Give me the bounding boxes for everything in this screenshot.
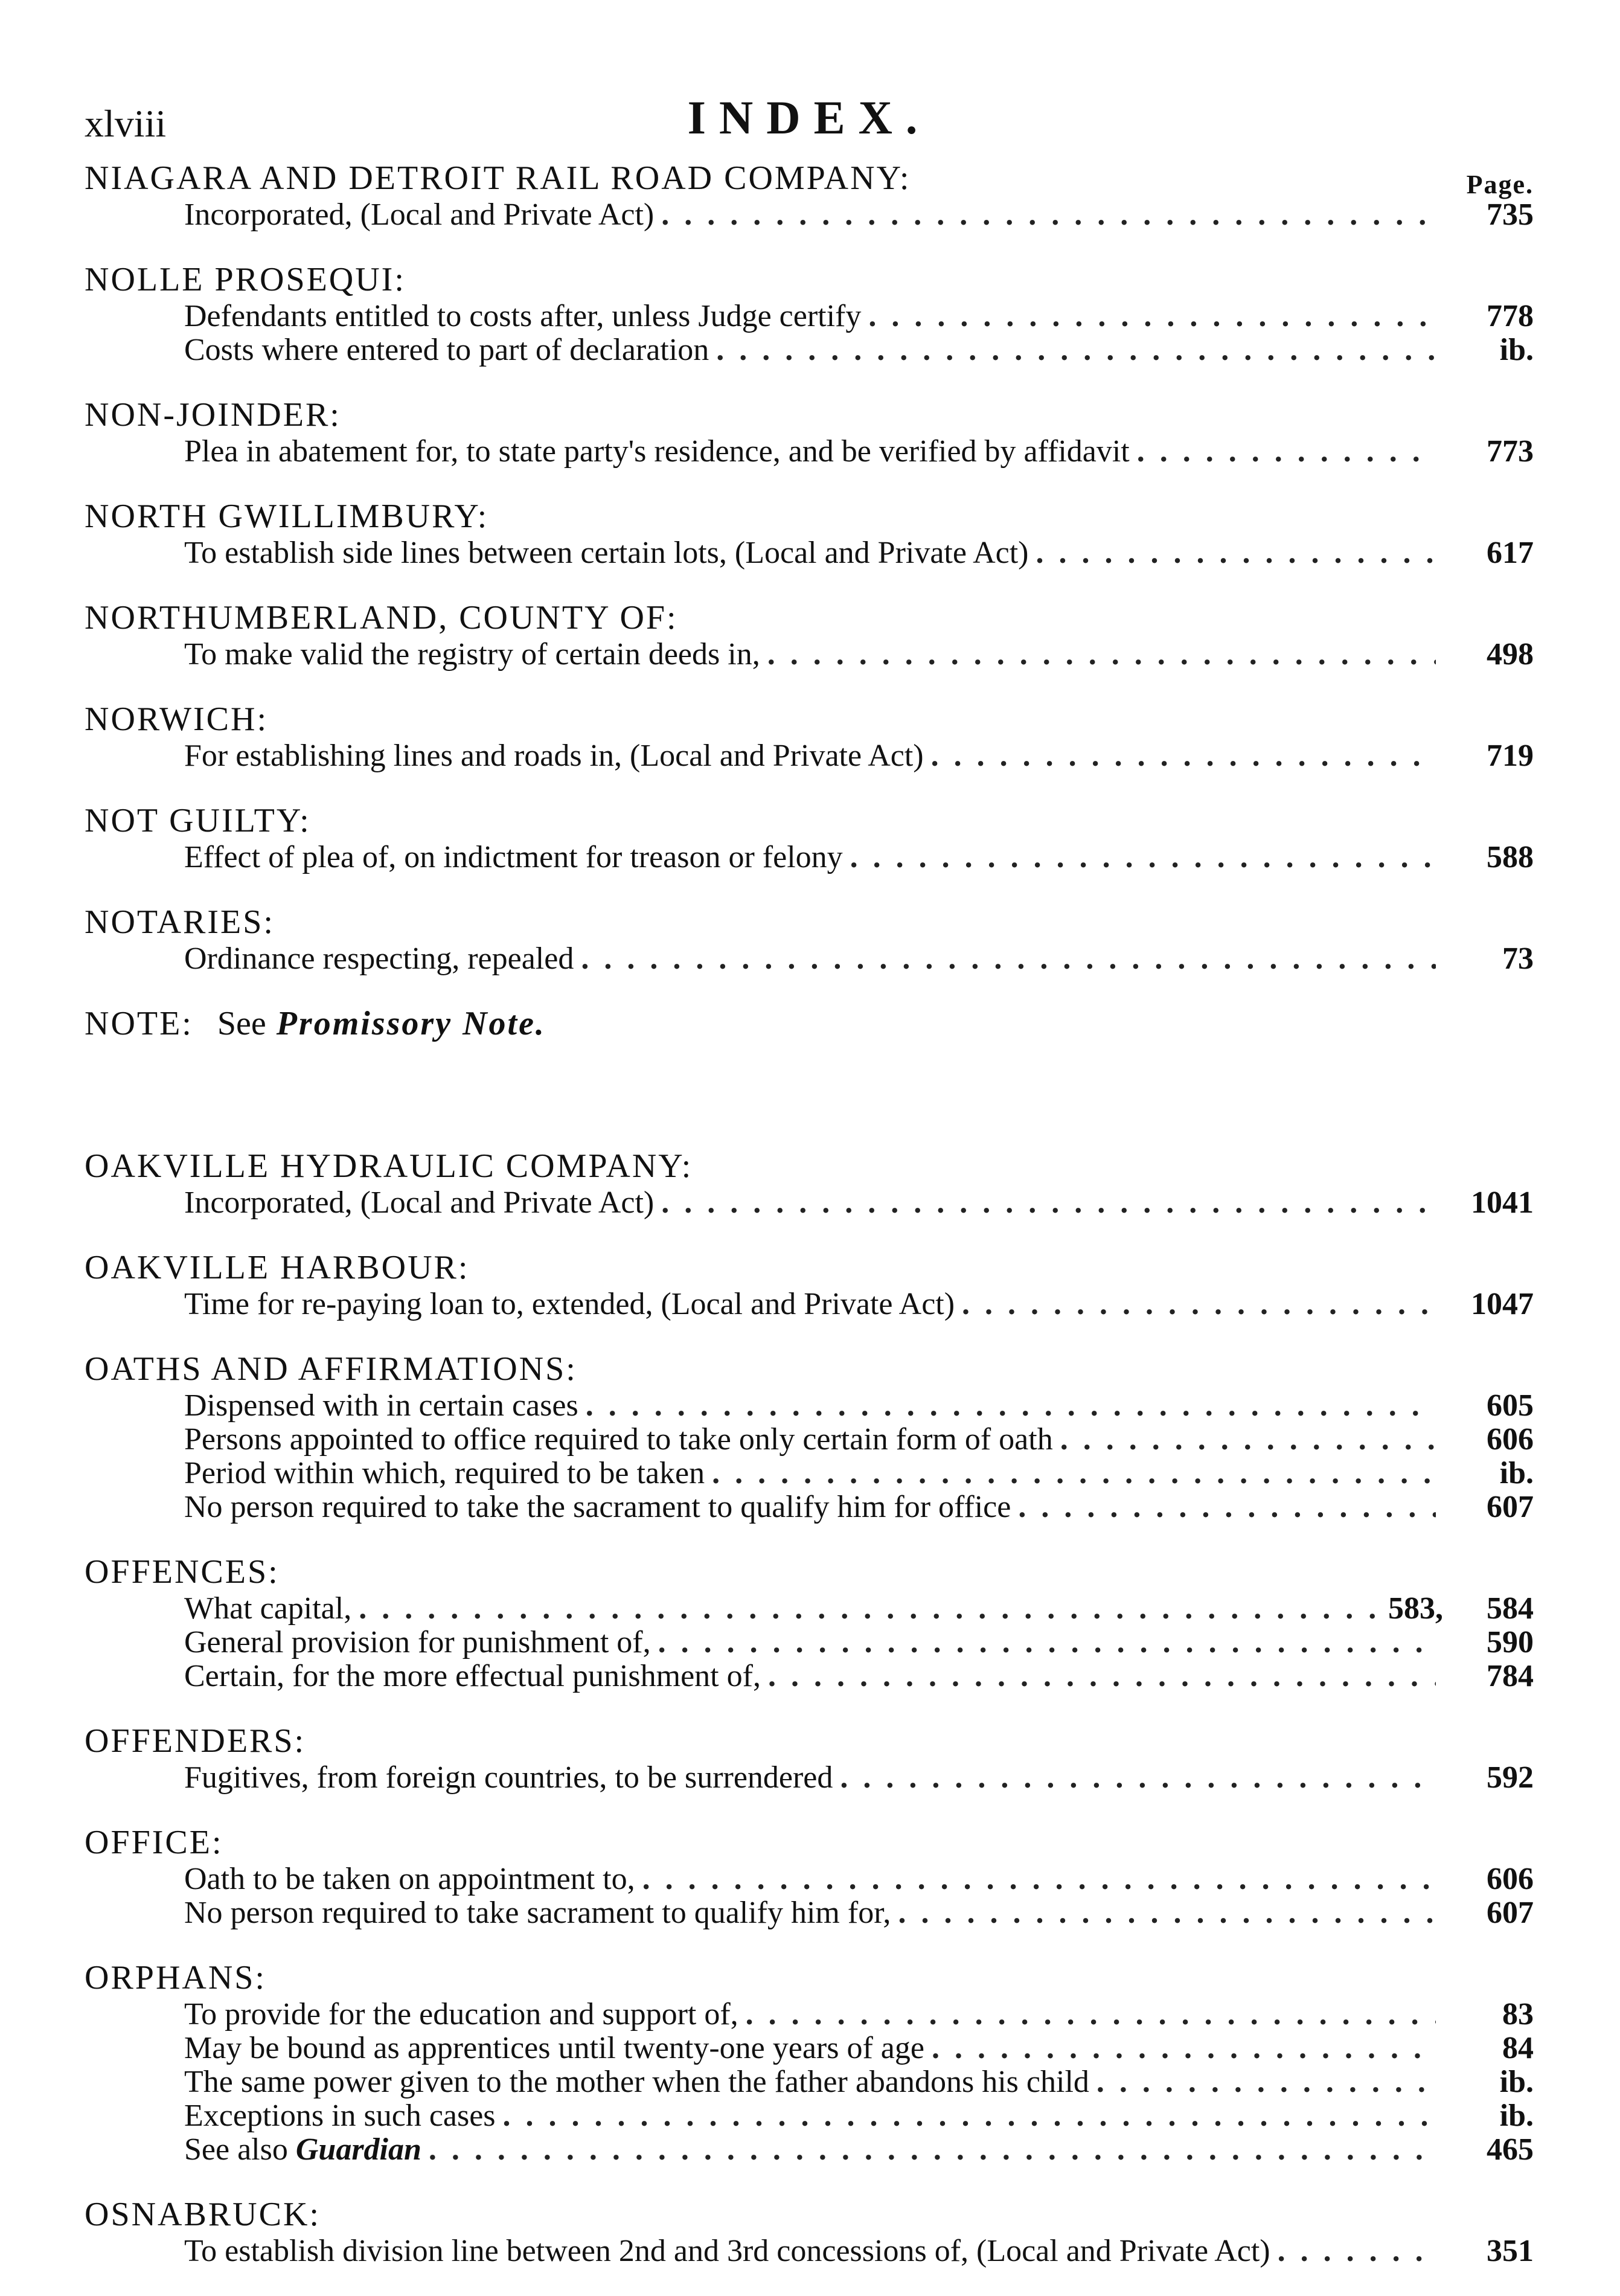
entry-item [85,2031,1534,2065]
entry-heading [85,1349,1534,1389]
entry-page-number: 607 [1487,1896,1534,1930]
entry-heading [85,1146,1534,1186]
index-entry [85,1349,1534,1524]
entry-page-extra: 583, [1388,1591,1443,1626]
index-entry [85,2195,1534,2268]
dot-leader [712,1457,1436,1490]
entry-item-text [184,2099,496,2133]
index-entry [85,496,1534,570]
entry-item [85,1626,1534,1659]
entry-item [85,435,1534,469]
entry-heading-text: NON-JOINDER: [85,396,341,434]
dot-leader [661,1186,1436,1220]
entry-page-number: 592 [1487,1760,1534,1795]
index-entry [85,260,1534,367]
index-entry [85,158,1534,232]
entry-item-text [184,1626,651,1659]
entry-item-label: To establish division line between 2nd and 3rd concessions of, (Local and Private Act) [184,2234,1270,2268]
entry-heading [85,395,1534,435]
entry-item-label: May be bound as apprentices until twenty-one years of age [184,2031,924,2065]
entry-item [85,638,1534,672]
entry-heading [85,801,1534,841]
entry-item [85,536,1534,570]
entry-heading-text: ORPHANS: [85,1959,266,1996]
entry-heading [85,699,1534,739]
entry-page-number: 778 [1487,299,1534,333]
entry-item [85,2065,1534,2099]
entry-page-number: ib. [1499,2065,1534,2099]
entry-heading [85,260,1534,300]
entry-heading-text: NOTARIES: [85,903,275,941]
entry-heading-text: NIAGARA AND DETROIT RAIL ROAD COMPANY: [85,159,911,197]
entry-heading [85,2195,1534,2234]
entry-heading-text: OFFENDERS: [85,1722,306,1760]
dot-leader [932,2031,1436,2065]
dot-leader [1097,2065,1436,2099]
dot-leader [850,841,1436,874]
entry-item-label: Fugitives, from foreign countries, to be surrendered [184,1760,833,1795]
see-reference: Guardian [295,2132,421,2167]
entry-page-number: 498 [1487,637,1534,672]
entry-item-text [184,1896,891,1930]
entry-heading [85,1248,1534,1287]
entry-heading-text: NORWICH: [85,701,268,738]
index-entry [85,1248,1534,1321]
entry-item [85,2099,1534,2133]
entry-item [85,198,1534,232]
entry-item [85,300,1534,333]
entry-item-label: Exceptions in such cases [184,2099,496,2133]
entry-page-number: 588 [1487,840,1534,874]
entry-item-label: Certain, for the more effectual punishment of, [184,1659,761,1693]
entry-item-text [184,198,654,232]
entry-item-label: Incorporated, (Local and Private Act) [184,1185,655,1220]
entry-item-label: Costs where entered to part of declaration [184,333,709,367]
index-entry [85,699,1534,773]
entry-page-number: ib. [1499,2099,1534,2133]
entry-heading-text: NOT GUILTY: [85,802,311,839]
entry-item-label: Period within which, required to be taken [184,1456,705,1490]
entry-page-number: 73 [1502,941,1534,976]
entry-item [85,1998,1534,2031]
entry-item-text [184,739,924,773]
entry-item [85,1896,1534,1930]
entry-item [85,1186,1534,1220]
entry-item [85,1490,1534,1524]
entry-item-text [184,1287,955,1321]
entry-item [85,1423,1534,1457]
entry-page-number: 590 [1487,1625,1534,1659]
dot-leader [868,300,1436,333]
entry-item-text [184,1761,833,1795]
entry-item [85,1389,1534,1423]
index-entry [85,598,1534,672]
entry-item-text [184,2234,1270,2268]
index-entry [85,1823,1534,1930]
index-entries [85,158,1534,2268]
entry-item-label: General provision for punishment of, [184,1625,651,1659]
dot-leader [586,1389,1436,1423]
entry-item-text [184,1457,705,1490]
entry-heading-text: OAKVILLE HARBOUR: [85,1249,470,1286]
entry-heading-text: OFFENCES: [85,1553,280,1591]
entry-heading-text: OAKVILLE HYDRAULIC COMPANY: [85,1147,693,1185]
entry-item-label: The same power given to the mother when the father abandons his child [184,2065,1089,2099]
folio: xlviii [85,102,167,145]
entry-item-label: Persons appointed to office required to take only certain form of oath [184,1422,1053,1457]
entry-item-label: Dispensed with in certain cases [184,1388,578,1423]
entry-item-label: Plea in abatement for, to state party's residence, and be verified by affidavit [184,434,1130,469]
page-column-label: Page. [1466,170,1534,199]
entry-item-text [184,1186,654,1220]
index-entry [85,1146,1534,1220]
index-entry [85,801,1534,874]
entry-page-number: 606 [1487,1422,1534,1457]
index-entry [85,395,1534,469]
entry-heading [85,158,1534,198]
entry-item-label: Incorporated, (Local and Private Act) [184,197,655,232]
entry-heading-text: NOLLE PROSEQUI: [85,261,406,298]
index-entry [85,1552,1534,1693]
entry-heading-text: OSNABRUCK: [85,2196,321,2233]
entry-heading [85,1552,1534,1592]
entry-page-number: 1041 [1471,1185,1534,1220]
entry-item-label: No person required to take the sacrament to qualify him for office [184,1490,1011,1524]
index-entry [85,1004,1534,1044]
index-entry [85,1958,1534,2167]
entry-heading-text: NOTE: [85,1005,193,1042]
entry-item-label: Time for re-paying loan to, extended, (Local and Private Act) [184,1287,955,1321]
dot-leader [931,739,1436,773]
entry-heading-text: NORTHUMBERLAND, COUNTY OF: [85,599,678,637]
dot-leader [768,1659,1436,1693]
dot-leader [359,1592,1381,1626]
entry-item-label: To provide for the education and support of, [184,1997,738,2031]
entry-heading [85,902,1534,942]
entry-item-text [184,942,574,976]
index-content [85,158,1534,2296]
entry-page-number: 1047 [1471,1287,1534,1321]
dot-leader [1018,1490,1436,1524]
dot-leader [658,1626,1436,1659]
dot-leader [1137,435,1436,469]
entry-item-label: See also [184,2132,288,2167]
dot-leader [429,2133,1436,2167]
entry-heading [85,1721,1534,1761]
entry-page-number: ib. [1499,1456,1534,1490]
entry-item [85,2133,1534,2167]
dot-leader [840,1761,1436,1795]
entry-page-number: 351 [1487,2234,1534,2268]
entry-item-label: Effect of plea of, on indictment for treason or felony [184,840,843,874]
entry-heading [85,1004,1534,1044]
dot-leader [1060,1423,1436,1457]
entry-page-number: 605 [1487,1388,1534,1423]
entry-item [85,841,1534,874]
entry-item-label: No person required to take sacrament to qualify him for, [184,1896,891,1930]
entry-item-text [184,1998,738,2031]
entry-item-text [184,2065,1089,2099]
index-entry [85,1721,1534,1795]
entry-item [85,942,1534,976]
entry-page-number: 719 [1487,739,1534,773]
entry-item-text [184,536,1029,570]
index-entry [85,902,1534,976]
dot-leader [503,2099,1436,2133]
entry-item-text [184,1862,635,1896]
entry-page-number: 465 [1487,2132,1534,2167]
entry-heading [85,1958,1534,1998]
dot-leader [581,942,1436,976]
entry-item-text [184,435,1130,469]
entry-item [85,1592,1534,1626]
entry-page-number: 606 [1487,1862,1534,1896]
entry-item-text [184,841,843,874]
entry-page-number: 607 [1487,1490,1534,1524]
entry-item [85,1761,1534,1795]
entry-item-text [184,1659,761,1693]
entry-page-number: 735 [1487,197,1534,232]
entry-page-number: 584 [1487,1591,1534,1626]
entry-item-text [184,1389,578,1423]
entry-item [85,2234,1534,2268]
entry-heading-text: OATHS AND AFFIRMATIONS: [85,1350,577,1388]
dot-leader [746,1998,1436,2031]
dot-leader [1036,536,1436,570]
page-title: INDEX. [687,91,931,144]
entry-item-label: To make valid the registry of certain deeds in, [184,637,760,672]
dot-leader [767,638,1436,672]
entry-item-label: For establishing lines and roads in, (Local and Private Act) [184,739,924,773]
entry-item-label: What capital, [184,1591,352,1626]
entry-heading [85,1823,1534,1862]
entry-item-text [184,300,861,333]
entry-item-text [184,2133,421,2167]
dot-leader [642,1862,1436,1896]
entry-item-text [184,2031,924,2065]
entry-item [85,739,1534,773]
entry-page-number: 84 [1502,2031,1534,2065]
entry-item [85,1457,1534,1490]
entry-heading [85,496,1534,536]
entry-item-text [184,1490,1011,1524]
see-label: See [217,1005,266,1042]
dot-leader [898,1896,1436,1930]
page-header [85,91,1534,163]
dot-leader [716,333,1436,367]
entry-page-number: 617 [1487,536,1534,570]
dot-leader [661,198,1436,232]
entry-item-label: Defendants entitled to costs after, unless Judge certify [184,299,862,333]
entry-item-label: To establish side lines between certain lots, (Local and Private Act) [184,536,1029,570]
entry-item-text [184,1592,351,1626]
see-reference: Promissory Note. [276,1005,546,1042]
entry-item-text [184,1423,1053,1457]
entry-item [85,1862,1534,1896]
entry-heading-text: OFFICE: [85,1824,223,1861]
dot-leader [1278,2234,1436,2268]
entry-item [85,1287,1534,1321]
dot-leader [962,1287,1436,1321]
entry-item [85,333,1534,367]
entry-item-text [184,638,760,672]
entry-heading-text: NORTH GWILLIMBURY: [85,498,489,535]
entry-item-label: Oath to be taken on appointment to, [184,1862,635,1896]
entry-page-number: 773 [1487,434,1534,469]
entry-page-number: 784 [1487,1659,1534,1693]
entry-page-number: ib. [1499,333,1534,367]
entry-page-number: 83 [1502,1997,1534,2031]
entry-heading [85,598,1534,638]
entry-item-text [184,333,709,367]
entry-item [85,1659,1534,1693]
entry-item-label: Ordinance respecting, repealed [184,941,574,976]
